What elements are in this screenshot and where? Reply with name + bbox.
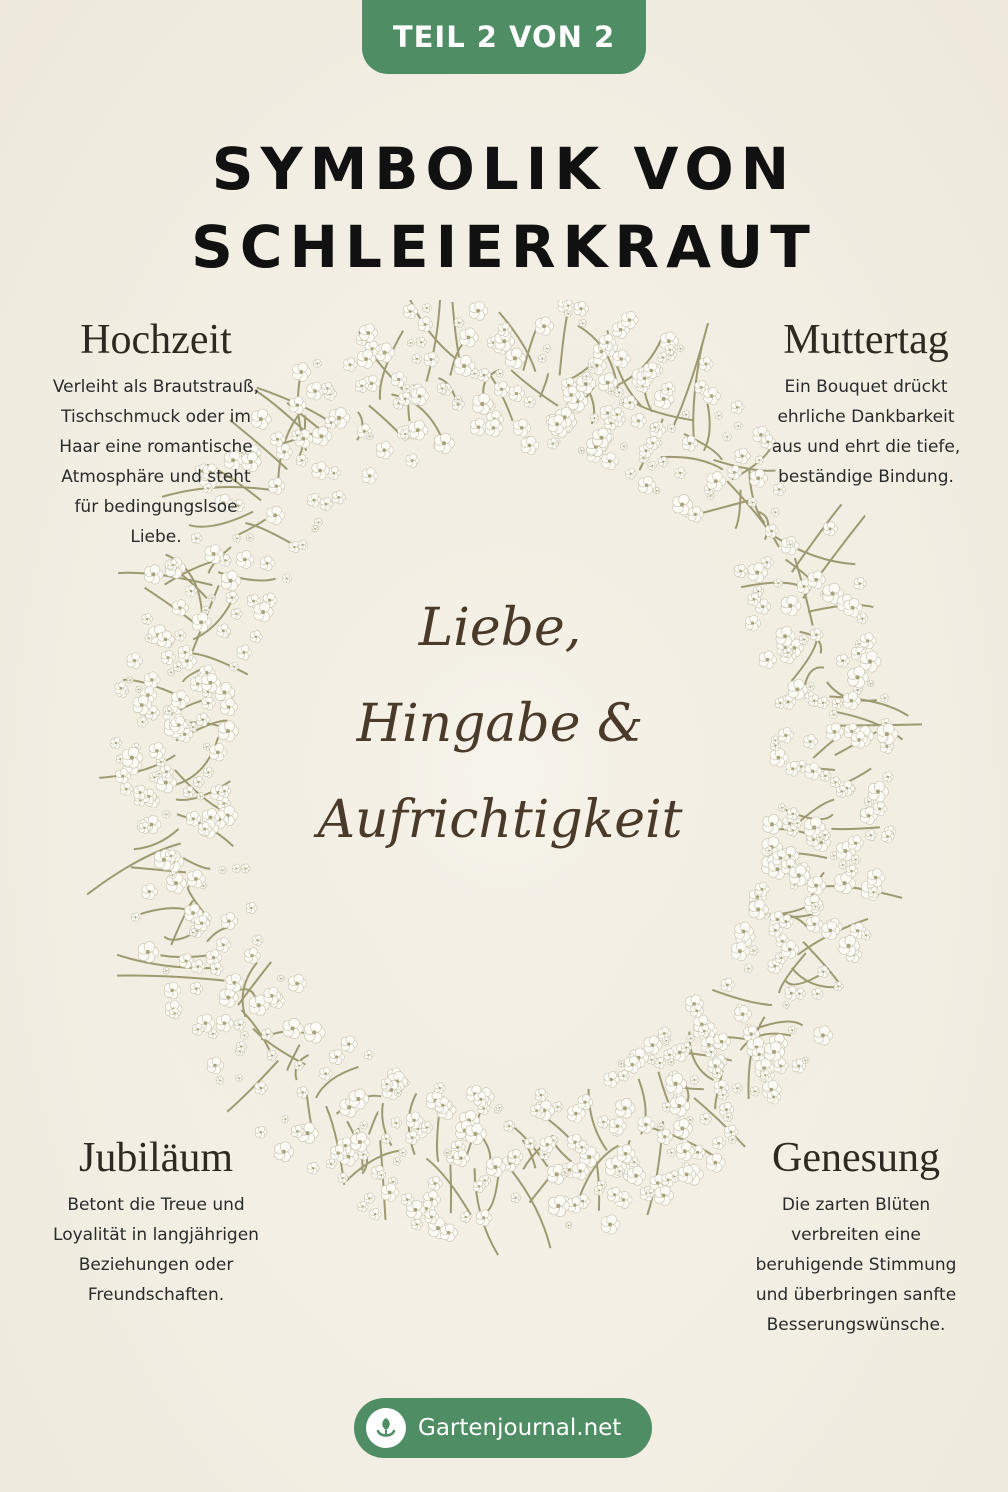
part-badge — [362, 0, 646, 74]
motto-line-2: Hingabe & — [356, 694, 644, 754]
section-text: Ein Bouquet drückt ehrliche Dankbarkeit aus und ehrt die tiefe, beständige Bindung. — [771, 377, 961, 487]
leaf-hand-icon — [366, 1408, 406, 1448]
footer-brand-link[interactable] — [354, 1398, 652, 1458]
section-heading: Muttertag — [783, 317, 949, 363]
section-text: Die zarten Blüten verbreiten eine beruhigende Stimmung und überbringen sanfte Besserungswünsche. — [755, 1195, 957, 1335]
section-text: Verleiht als Brautstrauß, Tischschmuck oder im Haar eine romantische Atmosphäre und steht für bedingungslsoe Liebe. — [52, 377, 260, 547]
section-genesung — [736, 1134, 976, 1340]
title-line-1: SYMBOLIK VON — [211, 135, 797, 203]
center-motto — [300, 580, 700, 868]
section-jubilaeum — [36, 1134, 276, 1310]
part-label: TEIL 2 VON 2 — [392, 20, 616, 54]
motto-line-1: Liebe, — [418, 598, 582, 658]
section-heading: Jubiläum — [79, 1135, 233, 1181]
page-title — [0, 130, 1008, 286]
motto-line-3: Aufrichtigkeit — [317, 790, 683, 850]
brand-name: Gartenjournal.net — [418, 1415, 622, 1441]
title-line-2: SCHLEIERKRAUT — [191, 213, 817, 281]
section-hochzeit — [36, 316, 276, 552]
section-muttertag — [746, 316, 986, 492]
section-text: Betont die Treue und Loyalität in langjährigen Beziehungen oder Freundschaften. — [53, 1195, 259, 1305]
section-heading: Genesung — [772, 1135, 940, 1181]
section-heading: Hochzeit — [80, 317, 232, 363]
